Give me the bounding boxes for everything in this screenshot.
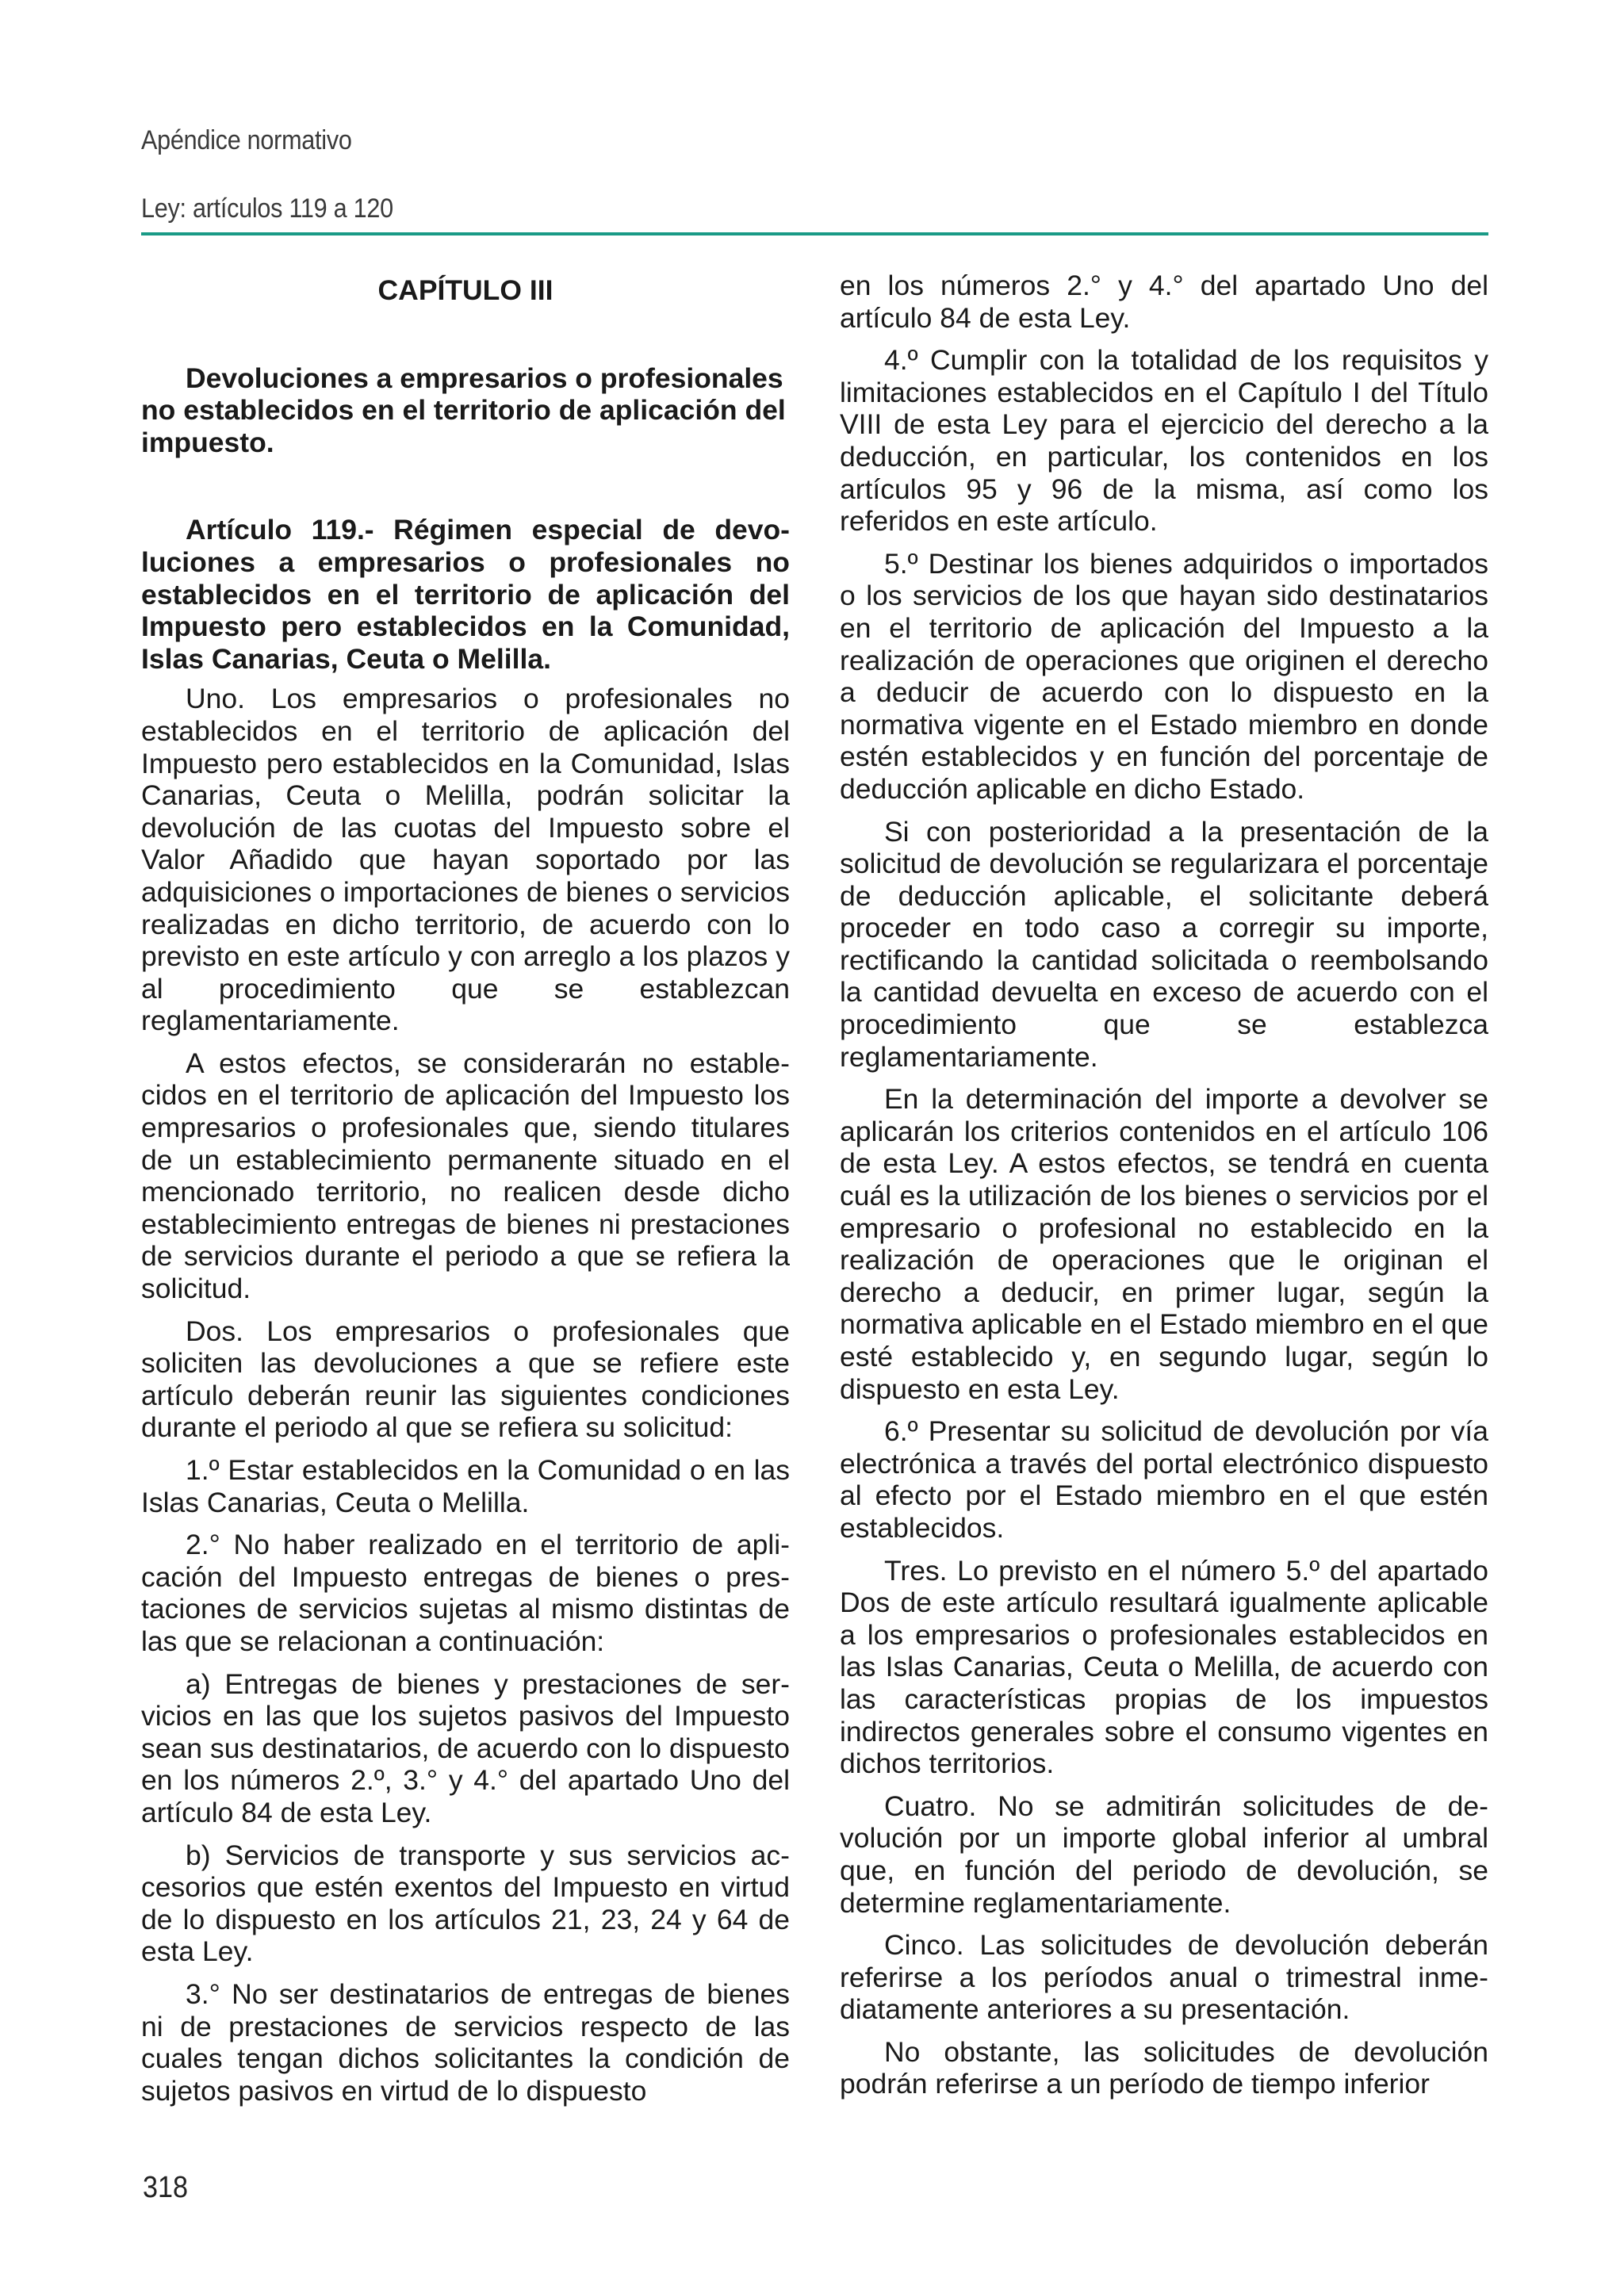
paragraph: En la determinación del importe a devolver se aplicarán los criterios contenidos en el artículo 106 de esta Ley. A estos efectos, se tendrá en cuenta cuál es la utilización de los bienes o servicios por el empresario o profesional no establecido en la realización de operaciones que le originan el derecho a deducir, en primer lugar, según la normativa aplicable en el Estado miembro en el que esté establecido y, en segundo lugar, según lo dispuesto en esta Ley. (840, 1083, 1488, 1405)
running-header-section: Apéndice normativo (141, 125, 352, 155)
paragraph-continuation: en los números 2.° y 4.° del apartado Uno del artículo 84 de esta Ley. (840, 270, 1488, 334)
paragraph: 1.º Estar establecidos en la Comunidad o en las Islas Canarias, Ceuta o Melilla. (141, 1454, 790, 1518)
paragraph: A estos efectos, se considerarán no establecidos en el territorio de aplicación del Impuesto los empresarios o profesionales que, siendo titulares de un establecimiento permanente situado en el mencionado territorio, no realicen desde dicho establecimiento entregas de bienes ni prestaciones de servicios durante el periodo a que se refiera la solicitud. (141, 1047, 790, 1305)
paragraph: Dos. Los empresarios o profesionales que soliciten las devoluciones a que se refiere este artículo deberán reunir las siguientes condiciones durante el periodo al que se refiera su solicitud: (141, 1315, 790, 1444)
paragraph: Cinco. Las solicitudes de devolución deberán referirse a los períodos anual o trimestral inmediatamente anteriores a su presentación. (840, 1929, 1488, 2026)
paragraph: Cuatro. No se admitirán solicitudes de devolución por un importe global inferior al umbral que, en función del periodo de devolución, se determine reglamentariamente. (840, 1790, 1488, 1919)
article-title: Artículo 119.- Régimen especial de devoluciones a empresarios o profesionales no establecidos en el territorio de aplicación del Impuesto pero establecidos en la Comunidad, Islas Canarias, Ceuta o Melilla. (141, 514, 790, 675)
paragraph: 2.° No haber realizado en el territorio de aplicación del Impuesto entregas de bienes o prestaciones de servicios sujetas al mismo distintas de las que se relacionan a continuación: (141, 1529, 790, 1657)
running-header-subsection: Ley: artículos 119 a 120 (141, 193, 393, 224)
paragraph: 6.º Presentar su solicitud de devolución por vía electrónica a través del portal electrónico dispuesto al efecto por el Estado miembro en el que estén establecidos. (840, 1415, 1488, 1544)
page-number: 318 (143, 2171, 189, 2204)
chapter-heading: CAPÍTULO III (377, 274, 553, 306)
header-rule (141, 232, 1488, 235)
paragraph: 5.º Destinar los bienes adquiridos o importados o los servicios de los que hayan sido destinatarios en el territorio de aplicación del Impuesto a la realización de operaciones que originen el derecho a deducir de acuerdo con lo dispuesto en la normativa vigente en el Estado miembro en donde estén establecidos y en función del porcentaje de deducción aplicable en dicho Estado. (840, 547, 1488, 805)
left-column (141, 270, 790, 2117)
paragraph: Uno. Los empresarios o profesionales no establecidos en el territorio de aplicación del Impuesto pero establecidos en la Comunidad, Islas Canarias, Ceuta o Melilla, podrán solicitar la devolución de las cuotas del Impuesto sobre el Valor Añadido que hayan soportado por las adquisiciones o importaciones de bienes o servicios realizadas en dicho territorio, de acuerdo con lo previsto en este artículo y con arreglo a los plazos y al procedimiento que se establezcan reglamentariamente. (141, 683, 790, 1037)
right-column (840, 270, 1488, 2111)
paragraph: Si con posterioridad a la presentación de la solicitud de devolución se regularizara el porcentaje de deducción aplicable, el solicitante deberá proceder en todo caso a corregir su importe, rectificando la cantidad solicitada o reembolsando la cantidad devuelta en exceso de acuerdo con el procedimiento que se establezca reglamentariamente. (840, 815, 1488, 1073)
paragraph: Tres. Lo previsto en el número 5.º del apartado Dos de este artículo resultará igualmente aplicable a los empresarios o profesionales establecidos en las Islas Canarias, Ceuta o Melilla, de acuerdo con las características propias de los impuestos indirectos generales sobre el consumo vigentes en dichos territorios. (840, 1554, 1488, 1780)
paragraph: 4.º Cumplir con la totalidad de los requisitos y limitaciones establecidos en el Capítulo I del Título VIII de esta Ley para el ejercicio del derecho a la deducción, en particular, los contenidos en los artículos 95 y 96 de la misma, así como los referidos en este artículo. (840, 344, 1488, 538)
paragraph: b) Servicios de transporte y sus servicios accesorios que estén exentos del Impuesto en virtud de lo dispuesto en los artículos 21, 23, 24 y 64 de esta Ley. (141, 1839, 790, 1968)
paragraph: 3.° No ser destinatarios de entregas de bienes ni de prestaciones de servicios respecto de las cuales tengan dichos solicitantes la condición de sujetos pasivos en virtud de lo dispuesto (141, 1977, 790, 2107)
chapter-title: Devoluciones a empresarios o profesionales no establecidos en el territorio de aplicación del impuesto. (141, 362, 786, 458)
paragraph: a) Entregas de bienes y prestaciones de servicios en las que los sujetos pasivos del Impuesto sean sus destinatarios, de acuerdo con lo dispuesto en los números 2.º, 3.° y 4.° del apartado Uno del artículo 84 de esta Ley. (141, 1667, 790, 1828)
paragraph: No obstante, las solicitudes de devolución podrán referirse a un período de tiempo inferior (840, 2035, 1488, 2100)
